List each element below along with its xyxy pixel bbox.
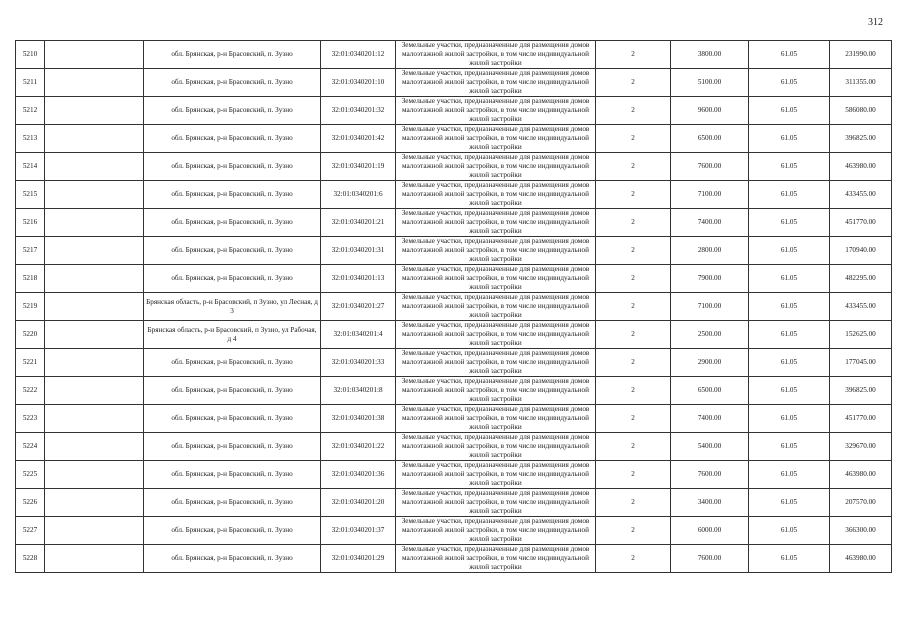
cadastral-value-cell: 433455.00 <box>830 293 892 321</box>
cadastral-number-cell: 32:01:0340201:36 <box>321 461 396 489</box>
table-row <box>16 97 892 125</box>
row-number-cell: 5218 <box>16 265 45 293</box>
address-cell: обл. Брянская, р-н Брасовский, п. Зузно <box>144 237 321 265</box>
table-row <box>16 181 892 209</box>
row-number-cell: 5214 <box>16 153 45 181</box>
address-cell: обл. Брянская, р-н Брасовский, п. Зузно <box>144 489 321 517</box>
area-cell: 6000.00 <box>671 517 749 545</box>
empty-cell <box>45 433 144 461</box>
cadastral-value-cell: 482295.00 <box>830 265 892 293</box>
rate-cell: 61.05 <box>749 69 830 97</box>
category-cell: 2 <box>596 181 671 209</box>
land-use-cell: Земельные участки, предназначенные для размещения домов малоэтажной жилой застройки, в том числе индивидуальной жилой застройки <box>396 265 596 293</box>
empty-cell <box>45 377 144 405</box>
table-row <box>16 209 892 237</box>
address-cell: обл. Брянская, р-н Брасовский, п. Зузно <box>144 69 321 97</box>
rate-cell: 61.05 <box>749 349 830 377</box>
row-number-cell: 5215 <box>16 181 45 209</box>
land-use-cell: Земельные участки, предназначенные для размещения домов малоэтажной жилой застройки, в том числе индивидуальной жилой застройки <box>396 97 596 125</box>
empty-cell <box>45 293 144 321</box>
row-number-cell: 5216 <box>16 209 45 237</box>
cadastral-number-cell: 32:01:0340201:21 <box>321 209 396 237</box>
category-cell: 2 <box>596 69 671 97</box>
land-use-cell: Земельные участки, предназначенные для размещения домов малоэтажной жилой застройки, в том числе индивидуальной жилой застройки <box>396 489 596 517</box>
land-use-cell: Земельные участки, предназначенные для размещения домов малоэтажной жилой застройки, в том числе индивидуальной жилой застройки <box>396 209 596 237</box>
table-row <box>16 433 892 461</box>
address-cell: обл. Брянская, р-н Брасовский, п. Зузно <box>144 405 321 433</box>
row-number-cell: 5225 <box>16 461 45 489</box>
area-cell: 2900.00 <box>671 349 749 377</box>
rate-cell: 61.05 <box>749 265 830 293</box>
category-cell: 2 <box>596 489 671 517</box>
cadastral-value-cell: 366300.00 <box>830 517 892 545</box>
category-cell: 2 <box>596 265 671 293</box>
cadastral-value-cell: 311355.00 <box>830 69 892 97</box>
rate-cell: 61.05 <box>749 321 830 349</box>
category-cell: 2 <box>596 237 671 265</box>
category-cell: 2 <box>596 405 671 433</box>
area-cell: 3400.00 <box>671 489 749 517</box>
cadastral-number-cell: 32:01:0340201:22 <box>321 433 396 461</box>
table-row <box>16 293 892 321</box>
land-use-cell: Земельные участки, предназначенные для размещения домов малоэтажной жилой застройки, в том числе индивидуальной жилой застройки <box>396 321 596 349</box>
rate-cell: 61.05 <box>749 489 830 517</box>
category-cell: 2 <box>596 461 671 489</box>
land-use-cell: Земельные участки, предназначенные для размещения домов малоэтажной жилой застройки, в том числе индивидуальной жилой застройки <box>396 153 596 181</box>
cadastral-value-cell: 207570.00 <box>830 489 892 517</box>
rate-cell: 61.05 <box>749 293 830 321</box>
empty-cell <box>45 405 144 433</box>
rate-cell: 61.05 <box>749 153 830 181</box>
cadastral-value-cell: 396825.00 <box>830 125 892 153</box>
cadastral-number-cell: 32:01:0340201:8 <box>321 377 396 405</box>
cadastral-number-cell: 32:01:0340201:32 <box>321 97 396 125</box>
row-number-cell: 5211 <box>16 69 45 97</box>
address-cell: обл. Брянская, р-н Брасовский, п. Зузно <box>144 125 321 153</box>
cadastral-number-cell: 32:01:0340201:13 <box>321 265 396 293</box>
land-use-cell: Земельные участки, предназначенные для размещения домов малоэтажной жилой застройки, в том числе индивидуальной жилой застройки <box>396 349 596 377</box>
cadastral-value-cell: 329670.00 <box>830 433 892 461</box>
cadastral-value-cell: 451770.00 <box>830 209 892 237</box>
address-cell: обл. Брянская, р-н Брасовский, п. Зузно <box>144 265 321 293</box>
cadastral-value-cell: 463980.00 <box>830 545 892 573</box>
cadastral-value-cell: 463980.00 <box>830 153 892 181</box>
rate-cell: 61.05 <box>749 461 830 489</box>
row-number-cell: 5227 <box>16 517 45 545</box>
area-cell: 7400.00 <box>671 405 749 433</box>
category-cell: 2 <box>596 321 671 349</box>
land-use-cell: Земельные участки, предназначенные для размещения домов малоэтажной жилой застройки, в том числе индивидуальной жилой застройки <box>396 237 596 265</box>
land-registry-table <box>15 40 892 573</box>
land-use-cell: Земельные участки, предназначенные для размещения домов малоэтажной жилой застройки, в том числе индивидуальной жилой застройки <box>396 125 596 153</box>
address-cell: обл. Брянская, р-н Брасовский, п. Зузно <box>144 433 321 461</box>
area-cell: 7600.00 <box>671 545 749 573</box>
area-cell: 5100.00 <box>671 69 749 97</box>
rate-cell: 61.05 <box>749 377 830 405</box>
area-cell: 3800.00 <box>671 41 749 69</box>
empty-cell <box>45 265 144 293</box>
row-number-cell: 5219 <box>16 293 45 321</box>
table-row <box>16 517 892 545</box>
area-cell: 5400.00 <box>671 433 749 461</box>
rate-cell: 61.05 <box>749 97 830 125</box>
cadastral-number-cell: 32:01:0340201:29 <box>321 545 396 573</box>
area-cell: 9600.00 <box>671 97 749 125</box>
category-cell: 2 <box>596 517 671 545</box>
land-use-cell: Земельные участки, предназначенные для размещения домов малоэтажной жилой застройки, в том числе индивидуальной жилой застройки <box>396 41 596 69</box>
table-row <box>16 405 892 433</box>
row-number-cell: 5222 <box>16 377 45 405</box>
area-cell: 2500.00 <box>671 321 749 349</box>
cadastral-number-cell: 32:01:0340201:37 <box>321 517 396 545</box>
row-number-cell: 5221 <box>16 349 45 377</box>
category-cell: 2 <box>596 125 671 153</box>
address-cell: обл. Брянская, р-н Брасовский, п. Зузно <box>144 517 321 545</box>
category-cell: 2 <box>596 41 671 69</box>
table-row <box>16 125 892 153</box>
cadastral-value-cell: 451770.00 <box>830 405 892 433</box>
table-row <box>16 377 892 405</box>
cadastral-value-cell: 152625.00 <box>830 321 892 349</box>
row-number-cell: 5213 <box>16 125 45 153</box>
rate-cell: 61.05 <box>749 41 830 69</box>
rate-cell: 61.05 <box>749 125 830 153</box>
area-cell: 2800.00 <box>671 237 749 265</box>
address-cell: Брянская область, р-н Брасовский, п Зузно, ул Рабочая, д 4 <box>144 321 321 349</box>
table-row <box>16 153 892 181</box>
land-use-cell: Земельные участки, предназначенные для размещения домов малоэтажной жилой застройки, в том числе индивидуальной жилой застройки <box>396 517 596 545</box>
area-cell: 6500.00 <box>671 377 749 405</box>
address-cell: обл. Брянская, р-н Брасовский, п. Зузно <box>144 209 321 237</box>
table-row <box>16 489 892 517</box>
rate-cell: 61.05 <box>749 237 830 265</box>
cadastral-number-cell: 32:01:0340201:10 <box>321 69 396 97</box>
row-number-cell: 5224 <box>16 433 45 461</box>
category-cell: 2 <box>596 209 671 237</box>
category-cell: 2 <box>596 377 671 405</box>
table-row <box>16 69 892 97</box>
category-cell: 2 <box>596 293 671 321</box>
cadastral-number-cell: 32:01:0340201:33 <box>321 349 396 377</box>
table-row <box>16 41 892 69</box>
cadastral-value-cell: 463980.00 <box>830 461 892 489</box>
empty-cell <box>45 545 144 573</box>
area-cell: 6500.00 <box>671 125 749 153</box>
table-body <box>16 41 892 573</box>
row-number-cell: 5228 <box>16 545 45 573</box>
cadastral-number-cell: 32:01:0340201:42 <box>321 125 396 153</box>
area-cell: 7100.00 <box>671 293 749 321</box>
address-cell: Брянская область, р-н Брасовский, п Зузно, ул Лесная, д 3 <box>144 293 321 321</box>
rate-cell: 61.05 <box>749 545 830 573</box>
address-cell: обл. Брянская, р-н Брасовский, п. Зузно <box>144 97 321 125</box>
cadastral-number-cell: 32:01:0340201:6 <box>321 181 396 209</box>
cadastral-number-cell: 32:01:0340201:12 <box>321 41 396 69</box>
land-use-cell: Земельные участки, предназначенные для размещения домов малоэтажной жилой застройки, в том числе индивидуальной жилой застройки <box>396 405 596 433</box>
cadastral-value-cell: 396825.00 <box>830 377 892 405</box>
cadastral-value-cell: 231990.00 <box>830 41 892 69</box>
address-cell: обл. Брянская, р-н Брасовский, п. Зузно <box>144 377 321 405</box>
table-row <box>16 461 892 489</box>
page-number: 312 <box>868 17 883 28</box>
category-cell: 2 <box>596 433 671 461</box>
category-cell: 2 <box>596 153 671 181</box>
empty-cell <box>45 97 144 125</box>
table-row <box>16 545 892 573</box>
table-row <box>16 237 892 265</box>
area-cell: 7600.00 <box>671 461 749 489</box>
category-cell: 2 <box>596 97 671 125</box>
cadastral-number-cell: 32:01:0340201:4 <box>321 321 396 349</box>
table-row <box>16 321 892 349</box>
empty-cell <box>45 461 144 489</box>
empty-cell <box>45 209 144 237</box>
row-number-cell: 5217 <box>16 237 45 265</box>
empty-cell <box>45 69 144 97</box>
land-use-cell: Земельные участки, предназначенные для размещения домов малоэтажной жилой застройки, в том числе индивидуальной жилой застройки <box>396 461 596 489</box>
row-number-cell: 5226 <box>16 489 45 517</box>
table-row <box>16 349 892 377</box>
cadastral-number-cell: 32:01:0340201:38 <box>321 405 396 433</box>
table-row <box>16 265 892 293</box>
address-cell: обл. Брянская, р-н Брасовский, п. Зузно <box>144 349 321 377</box>
area-cell: 7100.00 <box>671 181 749 209</box>
cadastral-number-cell: 32:01:0340201:31 <box>321 237 396 265</box>
cadastral-value-cell: 433455.00 <box>830 181 892 209</box>
rate-cell: 61.05 <box>749 181 830 209</box>
address-cell: обл. Брянская, р-н Брасовский, п. Зузно <box>144 545 321 573</box>
empty-cell <box>45 181 144 209</box>
address-cell: обл. Брянская, р-н Брасовский, п. Зузно <box>144 41 321 69</box>
rate-cell: 61.05 <box>749 517 830 545</box>
land-use-cell: Земельные участки, предназначенные для размещения домов малоэтажной жилой застройки, в том числе индивидуальной жилой застройки <box>396 377 596 405</box>
empty-cell <box>45 321 144 349</box>
address-cell: обл. Брянская, р-н Брасовский, п. Зузно <box>144 153 321 181</box>
land-use-cell: Земельные участки, предназначенные для размещения домов малоэтажной жилой застройки, в том числе индивидуальной жилой застройки <box>396 545 596 573</box>
rate-cell: 61.05 <box>749 405 830 433</box>
cadastral-value-cell: 170940.00 <box>830 237 892 265</box>
cadastral-number-cell: 32:01:0340201:19 <box>321 153 396 181</box>
row-number-cell: 5212 <box>16 97 45 125</box>
cadastral-number-cell: 32:01:0340201:27 <box>321 293 396 321</box>
rate-cell: 61.05 <box>749 433 830 461</box>
category-cell: 2 <box>596 545 671 573</box>
rate-cell: 61.05 <box>749 209 830 237</box>
row-number-cell: 5223 <box>16 405 45 433</box>
row-number-cell: 5220 <box>16 321 45 349</box>
empty-cell <box>45 41 144 69</box>
land-use-cell: Земельные участки, предназначенные для размещения домов малоэтажной жилой застройки, в том числе индивидуальной жилой застройки <box>396 69 596 97</box>
empty-cell <box>45 153 144 181</box>
area-cell: 7900.00 <box>671 265 749 293</box>
empty-cell <box>45 489 144 517</box>
cadastral-number-cell: 32:01:0340201:20 <box>321 489 396 517</box>
land-use-cell: Земельные участки, предназначенные для размещения домов малоэтажной жилой застройки, в том числе индивидуальной жилой застройки <box>396 181 596 209</box>
empty-cell <box>45 349 144 377</box>
empty-cell <box>45 517 144 545</box>
category-cell: 2 <box>596 349 671 377</box>
cadastral-value-cell: 586080.00 <box>830 97 892 125</box>
land-use-cell: Земельные участки, предназначенные для размещения домов малоэтажной жилой застройки, в том числе индивидуальной жилой застройки <box>396 433 596 461</box>
empty-cell <box>45 125 144 153</box>
empty-cell <box>45 237 144 265</box>
area-cell: 7600.00 <box>671 153 749 181</box>
address-cell: обл. Брянская, р-н Брасовский, п. Зузно <box>144 461 321 489</box>
area-cell: 7400.00 <box>671 209 749 237</box>
cadastral-value-cell: 177045.00 <box>830 349 892 377</box>
address-cell: обл. Брянская, р-н Брасовский, п. Зузно <box>144 181 321 209</box>
row-number-cell: 5210 <box>16 41 45 69</box>
land-use-cell: Земельные участки, предназначенные для размещения домов малоэтажной жилой застройки, в том числе индивидуальной жилой застройки <box>396 293 596 321</box>
